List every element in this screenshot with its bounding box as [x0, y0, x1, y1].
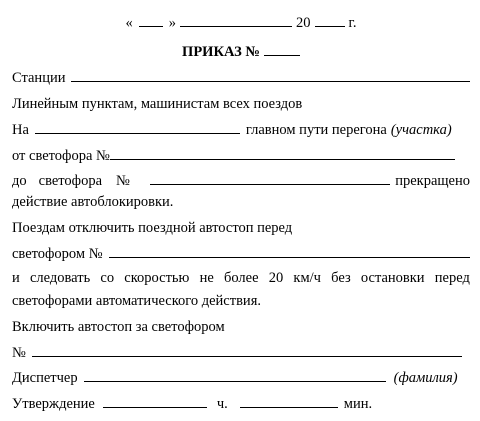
autostop-off-line: [12, 218, 470, 238]
speed-word: следовать: [29, 270, 91, 286]
from-signal-blank[interactable]: [110, 145, 455, 160]
to-signal-label-2: светофора: [38, 173, 103, 189]
autostop-on-line: [12, 317, 470, 337]
speed-word: перед: [434, 270, 470, 286]
autostop-off-text: Поездам отключить поездной автостоп перед: [12, 220, 293, 236]
speed-word: и: [12, 270, 20, 286]
to-signal-line: [12, 170, 470, 190]
main-track-line: [12, 119, 470, 139]
speed-word: остановки: [360, 270, 425, 286]
day-blank[interactable]: [139, 12, 163, 27]
number-label: №: [12, 345, 26, 361]
signal-number-line: [12, 243, 470, 263]
recipients-line: [12, 94, 470, 114]
year-prefix: 20: [296, 15, 311, 31]
month-blank[interactable]: [180, 12, 292, 27]
approval-line: [12, 393, 470, 413]
station-line: [12, 67, 470, 87]
speed-word: 20: [268, 270, 284, 286]
number-line: [12, 342, 470, 362]
from-signal-line: [12, 145, 470, 165]
main-track-text: главном пути перегона: [245, 122, 387, 138]
signal-number-label: светофором №: [12, 246, 103, 262]
speed-word: км/ч: [293, 270, 321, 286]
to-signal-suffix: прекращено: [395, 173, 470, 189]
dispatcher-blank[interactable]: [84, 367, 386, 382]
autostop-on-text: Включить автостоп за светофором: [12, 319, 225, 335]
block-action-line: [12, 192, 470, 212]
speed-word: не: [199, 270, 214, 286]
speed-word: без: [331, 270, 351, 286]
speed-word: скоростью: [124, 270, 190, 286]
speed-line-1: [12, 268, 470, 288]
to-signal-number-sign: №: [116, 173, 130, 189]
approval-minutes-blank[interactable]: [240, 393, 338, 408]
surname-note: (фамилия): [393, 370, 458, 386]
order-title: ПРИКАЗ №: [182, 44, 260, 60]
title-line: [12, 41, 470, 61]
main-track-blank[interactable]: [35, 119, 240, 134]
order-number-blank[interactable]: [264, 41, 300, 56]
approval-hours-blank[interactable]: [103, 393, 207, 408]
dispatcher-label: Диспетчер: [12, 370, 78, 386]
station-blank[interactable]: [71, 67, 470, 82]
station-label: Станции: [12, 70, 66, 86]
date-open-quote: «: [125, 15, 133, 31]
block-action-text: действие автоблокировки.: [12, 194, 174, 210]
approval-label: Утверждение: [12, 396, 95, 412]
date-close-quote: »: [168, 15, 177, 31]
minutes-label: мин.: [343, 396, 373, 412]
date-line: [12, 12, 470, 32]
from-signal-label: от светофора №: [12, 148, 110, 164]
speed-word: со: [100, 270, 115, 286]
speed-word: более: [223, 270, 259, 286]
to-signal-blank[interactable]: [150, 170, 390, 185]
speed-line-2: [12, 291, 470, 311]
speed-line-2-text: светофорами автоматического действия.: [12, 293, 261, 309]
to-signal-label: до: [12, 173, 27, 189]
main-track-prefix: На: [12, 122, 29, 138]
year-suffix: г.: [348, 15, 357, 31]
hours-label: ч.: [216, 396, 228, 412]
signal-number-blank[interactable]: [109, 243, 470, 258]
dispatcher-line: [12, 367, 470, 387]
year-blank[interactable]: [315, 12, 345, 27]
number-blank[interactable]: [32, 342, 462, 357]
recipients-text: Линейным пунктам, машинистам всех поездов: [12, 96, 303, 112]
section-note: (участка): [390, 122, 452, 138]
